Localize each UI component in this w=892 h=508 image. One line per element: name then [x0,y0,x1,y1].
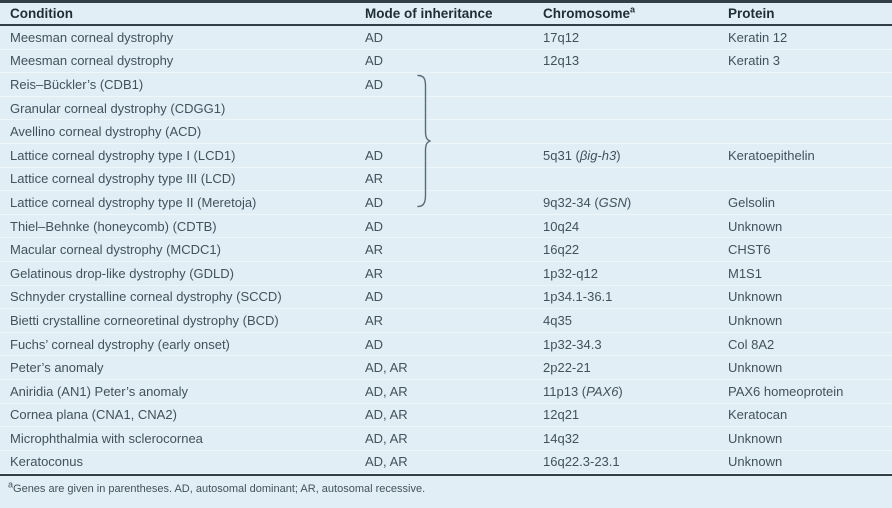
table-row [0,168,892,192]
chromosome-cell: 4q35 [543,312,572,328]
condition-cell: Thiel–Behnke (honeycomb) (CDTB) [10,218,217,234]
table-row [0,333,892,357]
condition-cell: Lattice corneal dystrophy type I (LCD1) [10,147,236,163]
table-header-row [0,3,892,26]
inheritance-cell: AD [365,336,384,352]
chromosome-cell: 1p32-q12 [543,265,598,281]
condition-cell: Lattice corneal dystrophy type III (LCD) [10,171,236,187]
inheritance-cell: AD, AR [365,407,408,423]
table-row [0,26,892,50]
chromosome-footnote-marker: a [630,4,636,15]
chromosome-cell: 10q24 [543,218,580,234]
protein-cell: Unknown [728,312,783,328]
protein-cell: Unknown [728,360,783,376]
protein-cell: Keratoepithelin [728,147,815,163]
inheritance-cell: AD, AR [365,383,408,399]
chromosome-cell: 11p13 (PAX6) [543,383,623,399]
protein-cell: Keratin 12 [728,29,788,45]
header-mode-of-inheritance: Mode of inheritance [365,6,493,21]
condition-cell: Schnyder crystalline corneal dystrophy (SCCD) [10,289,282,305]
table-row [0,286,892,310]
condition-cell: Microphthalmia with sclerocornea [10,430,203,446]
chromosome-cell: 14q32 [543,430,580,446]
inheritance-cell: AD, AR [365,360,408,376]
protein-cell: Gelsolin [728,194,775,210]
table-row [0,404,892,428]
chromosome-cell: 5q31 (βig-h3) [543,147,621,163]
footnote-marker: a [8,479,14,490]
gene-name: PAX6 [586,383,619,399]
table-footnote [0,474,892,495]
condition-cell: Peter’s anomaly [10,360,104,376]
inheritance-cell: AR [365,242,384,258]
chromosome-cell: 2p22-21 [543,360,591,376]
condition-cell: Reis–Bückler’s (CDB1) [10,76,144,92]
inheritance-cell: AD [365,218,384,234]
chromosome-cell: 1p32-34.3 [543,336,602,352]
protein-cell: CHST6 [728,242,771,258]
condition-cell: Meesman corneal dystrophy [10,53,174,69]
inheritance-cell: AD [365,29,384,45]
protein-cell: Unknown [728,430,783,446]
protein-cell: Unknown [728,218,783,234]
header-protein: Protein [728,6,775,21]
chromosome-cell: 9q32-34 (GSN) [543,194,632,210]
inheritance-cell: AD, AR [365,430,408,446]
condition-cell: Lattice corneal dystrophy type II (Meretoja) [10,194,257,210]
table-row [0,191,892,215]
protein-cell: M1S1 [728,265,762,281]
chromosome-cell: 12q21 [543,407,580,423]
condition-cell: Fuchs’ corneal dystrophy (early onset) [10,336,230,352]
inheritance-cell: AD [365,76,384,92]
table-row [0,144,892,168]
protein-cell: Unknown [728,454,783,470]
condition-cell: Granular corneal dystrophy (CDGG1) [10,100,226,116]
table-row [0,380,892,404]
inheritance-cell: AR [365,171,384,187]
gene-name: βig-h3 [579,147,617,163]
inheritance-cell: AD [365,194,384,210]
protein-cell: PAX6 homeoprotein [728,383,844,399]
gene-name: GSN [598,194,627,210]
table-row [0,262,892,286]
chromosome-cell: 1p34.1-36.1 [543,289,613,305]
condition-cell: Gelatinous drop-like dystrophy (GDLD) [10,265,234,281]
table-row [0,50,892,74]
header-chromosome: Chromosome$^a$ [543,4,636,21]
condition-cell: Bietti crystalline corneoretinal dystrophy (BCD) [10,312,279,328]
condition-cell: Meesman corneal dystrophy [10,29,174,45]
table-row [0,215,892,239]
table-row [0,73,892,97]
chromosome-cell: 16q22 [543,242,580,258]
table-row [0,97,892,121]
chromosome-cell: 12q13 [543,53,580,69]
table-rows [0,26,892,474]
protein-cell: Keratin 3 [728,53,781,69]
condition-cell: Aniridia (AN1) Peter’s anomaly [10,383,188,399]
inheritance-cell: AD [365,147,384,163]
table-row [0,356,892,380]
inheritance-cell: AD [365,53,384,69]
table-row [0,451,892,475]
table-row [0,238,892,262]
condition-cell: Avellino corneal dystrophy (ACD) [10,124,202,140]
footnote-text: Genes are given in parentheses. AD, autosomal dominant; AR, autosomal recessive. [13,483,426,496]
condition-cell: Macular corneal dystrophy (MCDC1) [10,242,221,258]
chromosome-cell: 16q22.3-23.1 [543,454,620,470]
inheritance-cell: AD [365,289,384,305]
condition-cell: Cornea plana (CNA1, CNA2) [10,407,177,423]
chromosome-cell: 17q12 [543,29,580,45]
protein-cell: Unknown [728,289,783,305]
inheritance-cell: AR [365,312,384,328]
group-brace [416,74,432,208]
table-row [0,120,892,144]
header-condition: Condition [10,6,73,21]
table-row [0,309,892,333]
table-row [0,427,892,451]
protein-cell: Col 8A2 [728,336,775,352]
inheritance-cell: AR [365,265,384,281]
inheritance-cell: AD, AR [365,454,408,470]
protein-cell: Keratocan [728,407,788,423]
condition-cell: Keratoconus [10,454,83,470]
